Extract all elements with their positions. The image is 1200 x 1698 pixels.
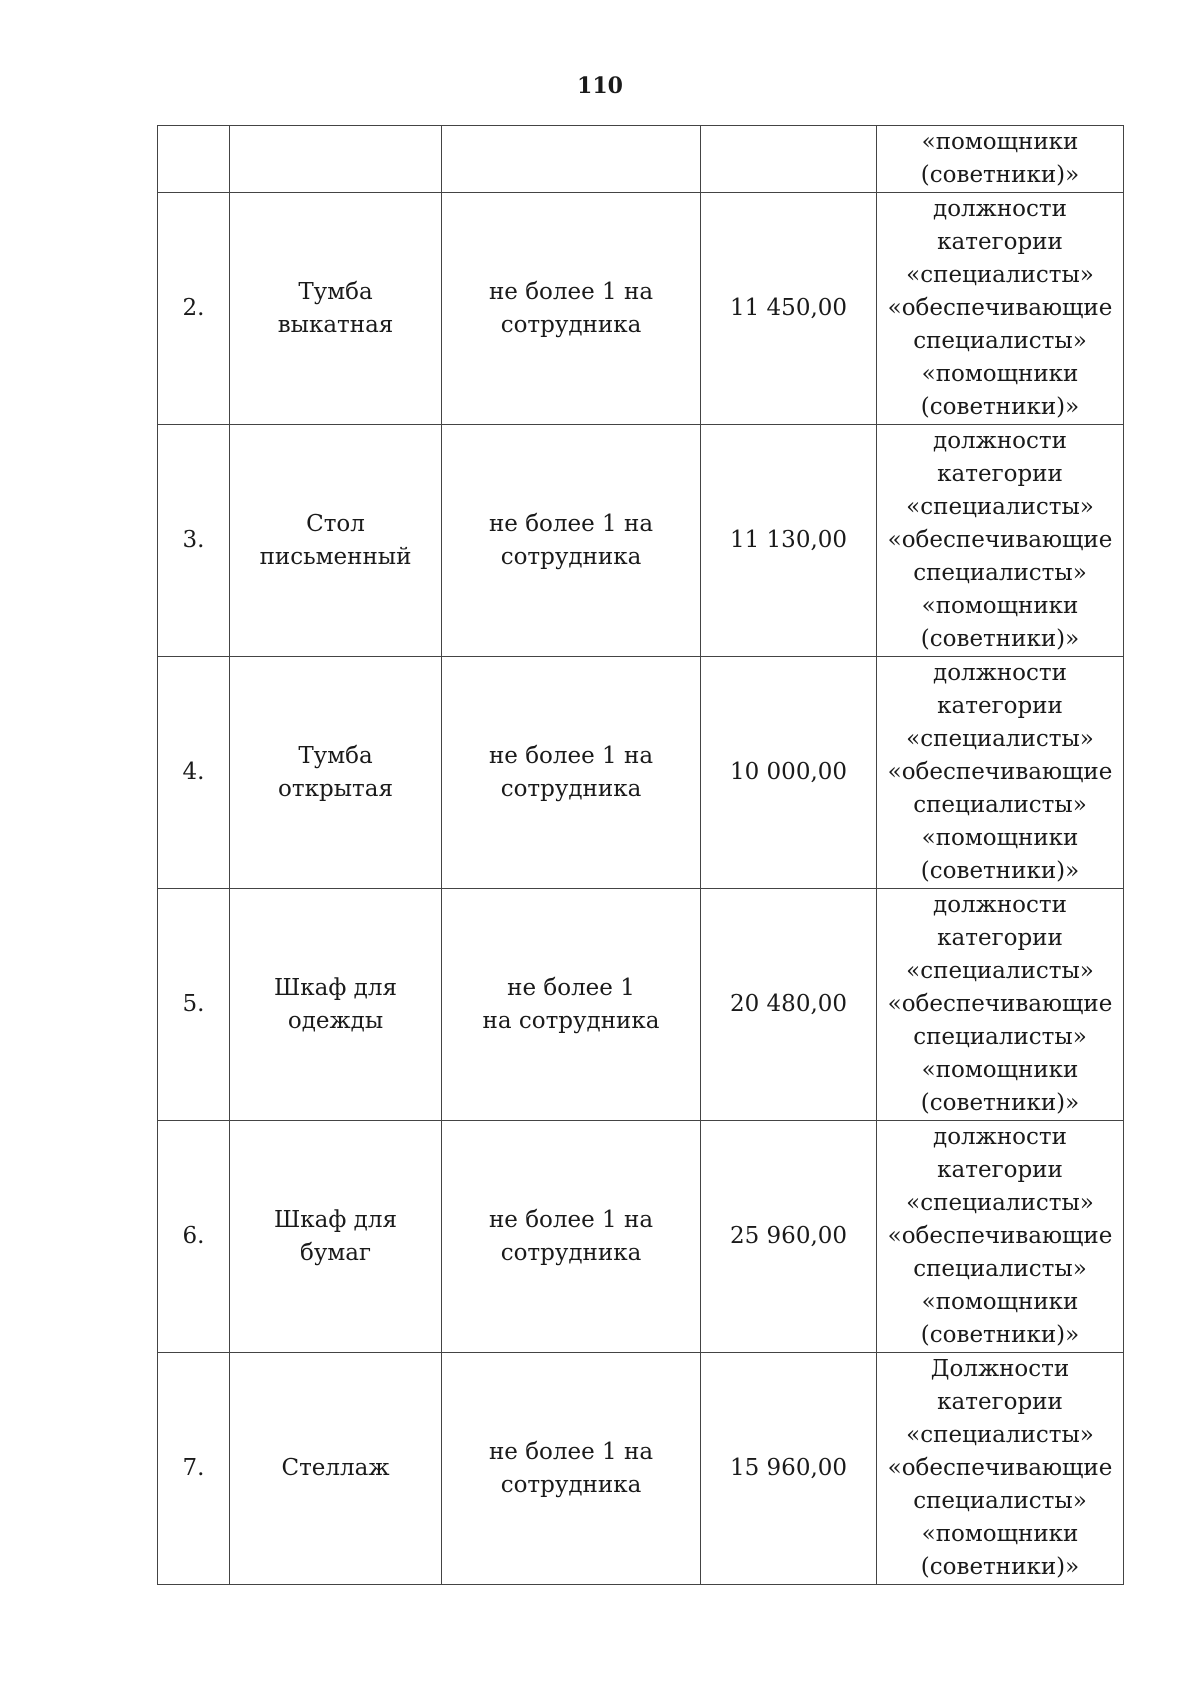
item-name: Тумба выкатная: [277, 278, 394, 338]
cell-num: 6.: [158, 1121, 230, 1353]
cell-num: 3.: [158, 425, 230, 657]
cell-price: 20 480,00: [701, 889, 877, 1121]
table-row-continuation: [158, 126, 1124, 193]
item-name: Тумба открытая: [278, 742, 393, 802]
cell-quantity: [442, 1121, 701, 1353]
table-row: [158, 425, 1124, 657]
cell-quantity: [442, 657, 701, 889]
cell-name: [230, 657, 442, 889]
cell-price: 11 450,00: [701, 193, 877, 425]
category-text: должности категории «специалисты» «обеспечивающие специалисты» «помощники (советники)»: [887, 660, 1113, 884]
cell-num: 2.: [158, 193, 230, 425]
page-number: 110: [577, 73, 623, 99]
cell-category: [877, 657, 1124, 889]
category-text: должности категории «специалисты» «обеспечивающие специалисты» «помощники (советники)»: [887, 196, 1113, 420]
cell-name: [230, 1353, 442, 1585]
table-row: [158, 657, 1124, 889]
item-quantity: не более 1 на сотрудника: [488, 742, 654, 802]
category-text: должности категории «специалисты» «обеспечивающие специалисты» «помощники (советники)»: [887, 1124, 1113, 1348]
item-quantity: не более 1 на сотрудника: [488, 1438, 654, 1498]
category-text: должности категории «специалисты» «обеспечивающие специалисты» «помощники (советники)»: [887, 892, 1113, 1116]
item-quantity: не более 1 на сотрудника: [488, 1206, 654, 1266]
cell-name: [230, 126, 442, 193]
cell-quantity: [442, 1353, 701, 1585]
cell-quantity: [442, 126, 701, 193]
cell-price: 25 960,00: [701, 1121, 877, 1353]
cell-price: 11 130,00: [701, 425, 877, 657]
cell-name: [230, 1121, 442, 1353]
cell-quantity: [442, 425, 701, 657]
item-name: Стол письменный: [259, 510, 412, 570]
cell-num: 4.: [158, 657, 230, 889]
item-name: Шкаф для одежды: [274, 974, 397, 1034]
cell-price: [701, 126, 877, 193]
category-text: Должности категории «специалисты» «обеспечивающие специалисты» «помощники (советники)»: [887, 1356, 1113, 1580]
cell-quantity: [442, 193, 701, 425]
item-name: Стеллаж: [281, 1455, 390, 1481]
table-row: [158, 193, 1124, 425]
cell-category: [877, 126, 1124, 193]
furniture-norms-table: [157, 125, 1124, 1585]
cell-price: 15 960,00: [701, 1353, 877, 1585]
cell-quantity: [442, 889, 701, 1121]
cell-name: [230, 193, 442, 425]
table-row: [158, 1353, 1124, 1585]
table-row: [158, 889, 1124, 1121]
cell-num: 7.: [158, 1353, 230, 1585]
cell-name: [230, 425, 442, 657]
category-text: должности категории «специалисты» «обеспечивающие специалисты» «помощники (советники)»: [887, 428, 1113, 652]
cell-category: [877, 889, 1124, 1121]
cell-num: 5.: [158, 889, 230, 1121]
item-name: Шкаф для бумаг: [274, 1206, 397, 1266]
cell-name: [230, 889, 442, 1121]
item-quantity: не более 1 на сотрудника: [482, 974, 660, 1034]
cell-category: [877, 193, 1124, 425]
item-quantity: не более 1 на сотрудника: [488, 510, 654, 570]
item-quantity: не более 1 на сотрудника: [488, 278, 654, 338]
cell-category: [877, 1121, 1124, 1353]
cell-price: 10 000,00: [701, 657, 877, 889]
category-text: «помощники (советники)»: [920, 129, 1080, 188]
cell-category: [877, 1353, 1124, 1585]
table-row: [158, 1121, 1124, 1353]
cell-num: [158, 126, 230, 193]
cell-category: [877, 425, 1124, 657]
